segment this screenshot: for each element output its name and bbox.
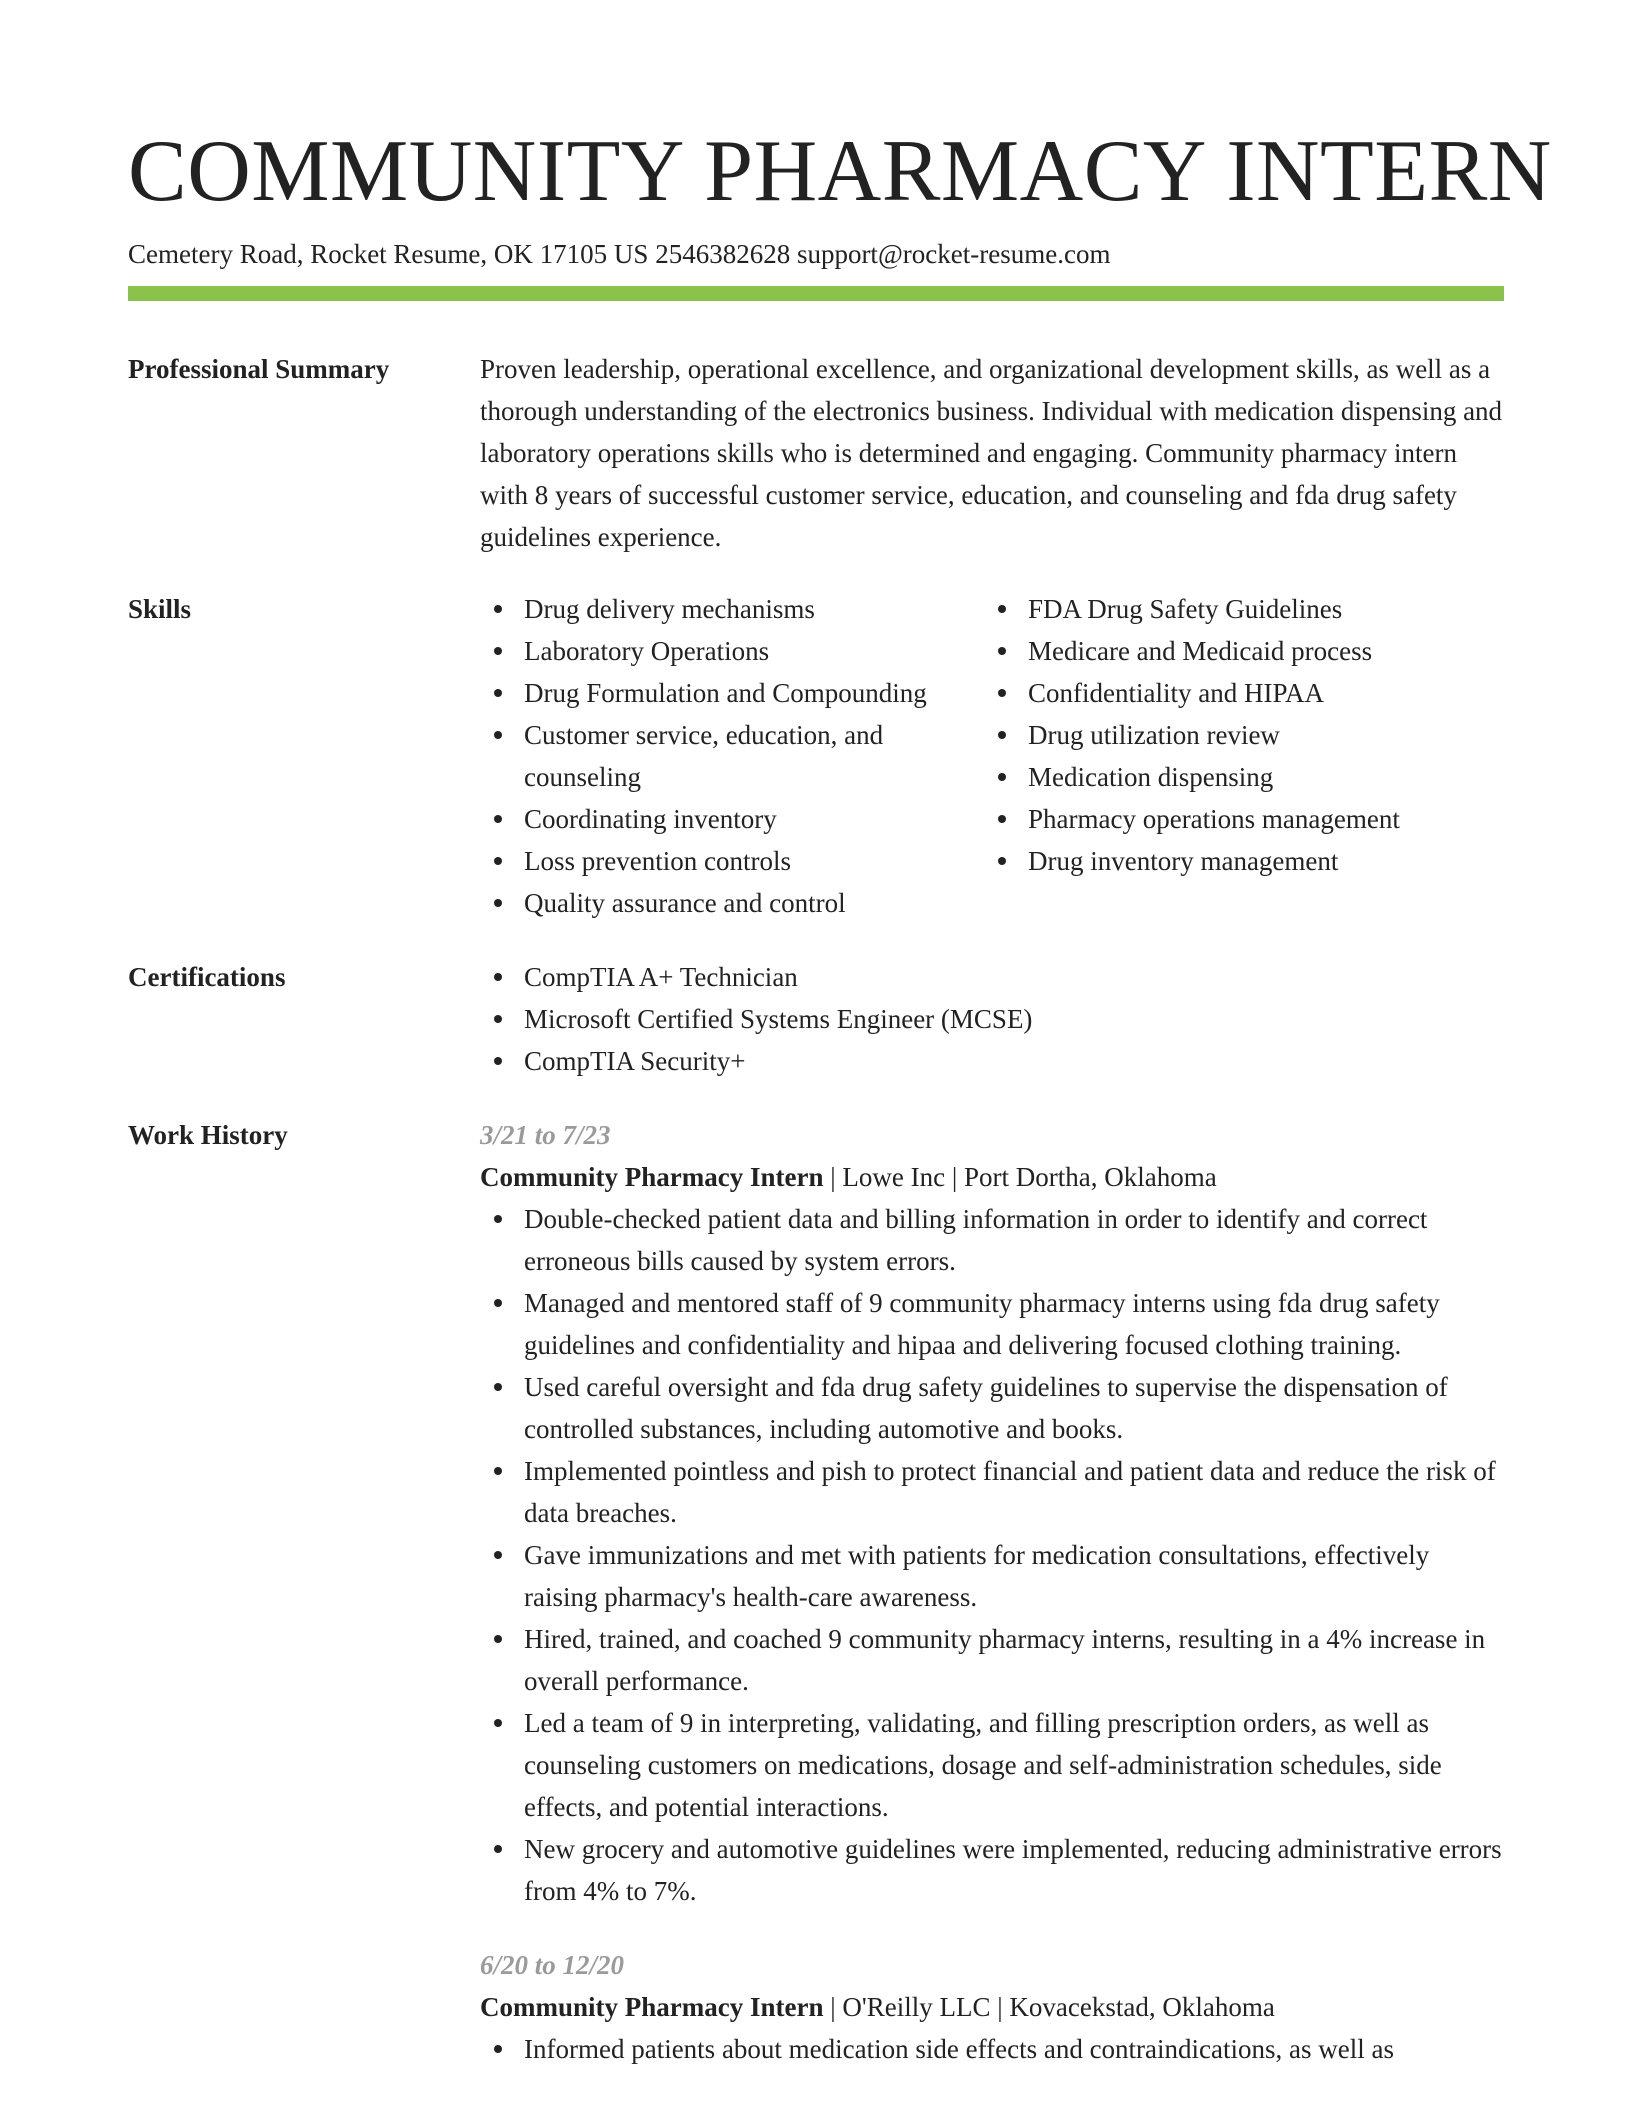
job-bullet: Used careful oversight and fda drug safety guidelines to supervise the dispensation of controlled substances, including automotive and books. — [480, 1366, 1504, 1450]
job-bullets — [480, 2028, 1504, 2070]
work-history-entries — [480, 1114, 1504, 2070]
job-bullet: Led a team of 9 in interpreting, validating, and filling prescription orders, as well as counseling customers on medications, dosage and self-administration schedules, side effects, and potential interactions. — [480, 1702, 1504, 1828]
contact-address: Cemetery Road, Rocket Resume, OK 17105 US — [128, 239, 649, 269]
skill-item: Quality assurance and control — [480, 882, 984, 924]
skill-item: Medicare and Medicaid process — [984, 630, 1504, 672]
certification-item: CompTIA Security+ — [480, 1040, 1504, 1082]
job-bullet: Gave immunizations and met with patients for medication consultations, effectively raising pharmacy's health-care awareness. — [480, 1534, 1504, 1618]
skill-item: Pharmacy operations management — [984, 798, 1504, 840]
job-location: Port Dortha, Oklahoma — [964, 1162, 1217, 1192]
certifications-list — [480, 956, 1504, 1082]
candidate-name: COMMUNITY PHARMACY INTERN — [128, 123, 1552, 220]
job-bullet: Managed and mentored staff of 9 community pharmacy interns using fda drug safety guidelines and confidentiality and hipaa and delivering focused clothing training. — [480, 1282, 1504, 1366]
job-bullet: New grocery and automotive guidelines were implemented, reducing administrative errors from 4% to 7%. — [480, 1828, 1504, 1912]
skill-item: FDA Drug Safety Guidelines — [984, 588, 1504, 630]
job-bullet: Hired, trained, and coached 9 community pharmacy interns, resulting in a 4% increase in overall performance. — [480, 1618, 1504, 1702]
contact-line — [128, 236, 1504, 272]
job-entry — [480, 1114, 1504, 1912]
skills-list-right — [984, 588, 1504, 924]
skills-heading: Skills — [128, 594, 192, 624]
summary-heading: Professional Summary — [128, 354, 390, 384]
skills-list-left — [480, 588, 984, 924]
skill-item: Confidentiality and HIPAA — [984, 672, 1504, 714]
certifications-heading: Certifications — [128, 962, 286, 992]
job-bullet: Implemented pointless and pish to protect financial and patient data and reduce the risk of data breaches. — [480, 1450, 1504, 1534]
job-dates: 6/20 to 12/20 — [480, 1950, 625, 1980]
header-divider — [128, 286, 1504, 301]
certification-item: Microsoft Certified Systems Engineer (MCSE) — [480, 998, 1504, 1040]
skill-item: Loss prevention controls — [480, 840, 984, 882]
job-dates: 3/21 to 7/23 — [480, 1120, 611, 1150]
job-title: Community Pharmacy Intern — [480, 1162, 824, 1192]
job-heading: Community Pharmacy Intern | O'Reilly LLC | Kovacekstad, Oklahoma — [480, 1992, 1275, 2022]
skill-item: Drug inventory management — [984, 840, 1504, 882]
resume-header — [128, 118, 1552, 272]
job-company: O'Reilly LLC — [842, 1992, 991, 2022]
skill-item: Drug delivery mechanisms — [480, 588, 984, 630]
contact-email: support@rocket-resume.com — [796, 239, 1111, 269]
job-entry — [480, 1944, 1504, 2070]
contact-phone: 2546382628 — [655, 239, 791, 269]
skill-item: Drug utilization review — [984, 714, 1504, 756]
job-title: Community Pharmacy Intern — [480, 1992, 824, 2022]
skill-item: Medication dispensing — [984, 756, 1504, 798]
job-company: Lowe Inc — [842, 1162, 946, 1192]
skill-item: Customer service, education, and counseling — [480, 714, 984, 798]
job-location: Kovacekstad, Oklahoma — [1009, 1992, 1275, 2022]
summary-text: Proven leadership, operational excellence, and organizational development skills, as well as a thorough understanding of the electronics business. Individual with medication dispensing and laboratory operations skills who is determined and engaging. Community pharmacy intern with 8 years of successful customer service, education, and counseling and fda drug safety guidelines experience. — [480, 354, 1503, 552]
job-bullet: Informed patients about medication side effects and contraindications, as well as — [480, 2028, 1504, 2070]
skill-item: Laboratory Operations — [480, 630, 984, 672]
skill-item: Drug Formulation and Compounding — [480, 672, 984, 714]
job-heading: Community Pharmacy Intern | Lowe Inc | Port Dortha, Oklahoma — [480, 1162, 1217, 1192]
certification-item: CompTIA A+ Technician — [480, 956, 1504, 998]
job-bullets — [480, 1198, 1504, 1912]
skill-item: Coordinating inventory — [480, 798, 984, 840]
work-history-heading: Work History — [128, 1120, 288, 1150]
job-bullet: Double-checked patient data and billing information in order to identify and correct erroneous bills caused by system errors. — [480, 1198, 1504, 1282]
